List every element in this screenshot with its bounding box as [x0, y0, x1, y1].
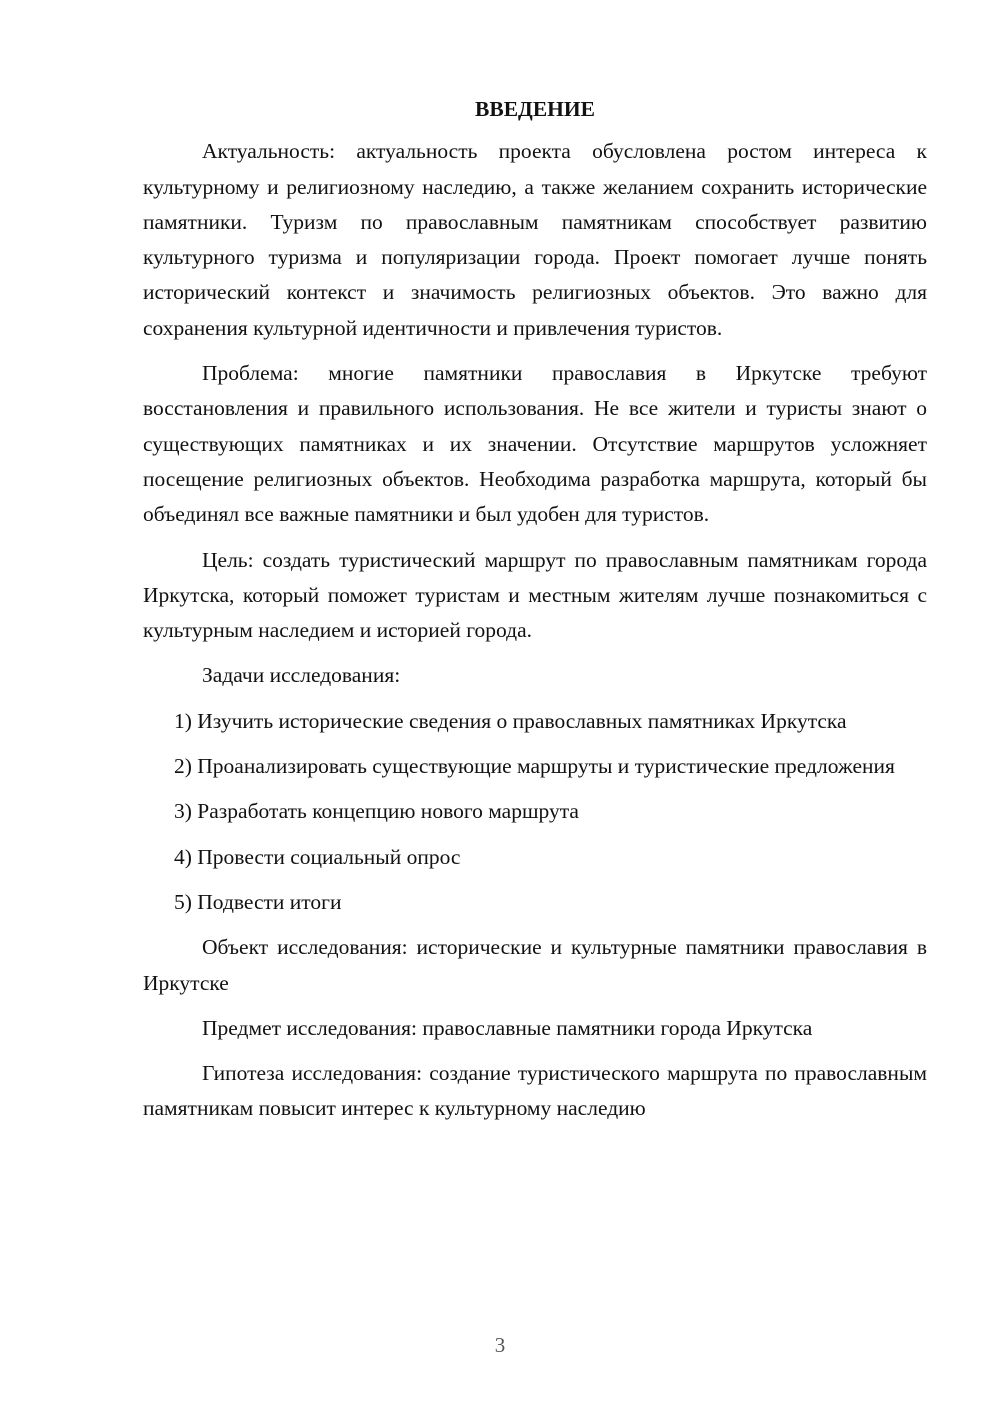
- hypothesis-paragraph: Гипотеза исследования: создание туристического маршрута по православным памятникам повысит интерес к культурному наследию: [143, 1061, 927, 1121]
- task-item-1: 1) Изучить исторические сведения о православных памятниках Иркутска: [174, 708, 847, 733]
- subject-paragraph: Предмет исследования: православные памятники города Иркутска: [202, 1015, 813, 1040]
- task-item-4: 4) Провести социальный опрос: [174, 844, 461, 869]
- page-heading: ВВЕДЕНИЕ: [475, 97, 595, 121]
- tasks-label: Задачи исследования:: [202, 663, 401, 688]
- goal-paragraph: Цель: создать туристический маршрут по православным памятникам города Иркутска, который поможет туристам и местным жителям лучше познакомиться с культурным наследием и историей города.: [143, 547, 927, 643]
- object-paragraph: Объект исследования: исторические и культурные памятники православия в Иркутске: [143, 935, 927, 995]
- page-content: [143, 92, 927, 1137]
- task-item-3: 3) Разработать концепцию нового маршрута: [174, 799, 579, 824]
- task-item-2: 2) Проанализировать существующие маршруты и туристические предложения: [174, 754, 895, 779]
- relevance-paragraph: Актуальность: актуальность проекта обусловлена ростом интереса к культурному и религиозному наследию, а также желанием сохранить исторические памятники. Туризм по православным памятникам способствует развитию культурного туризма и популяризации города. Проект помогает лучше понять исторический контекст и значимость религиозных объектов. Это важно для сохранения культурной идентичности и привлечения туристов.: [143, 139, 927, 340]
- page-number: 3: [494, 1333, 506, 1357]
- task-item-5: 5) Подвести итоги: [174, 889, 342, 914]
- problem-paragraph: Проблема: многие памятники православия в Иркутске требуют восстановления и правильного использования. Не все жители и туристы знают о существующих памятниках и их значении. Отсутствие маршрутов усложняет посещение религиозных объектов. Необходима разработка маршрута, который бы объединял все важные памятники и был удобен для туристов.: [143, 361, 927, 527]
